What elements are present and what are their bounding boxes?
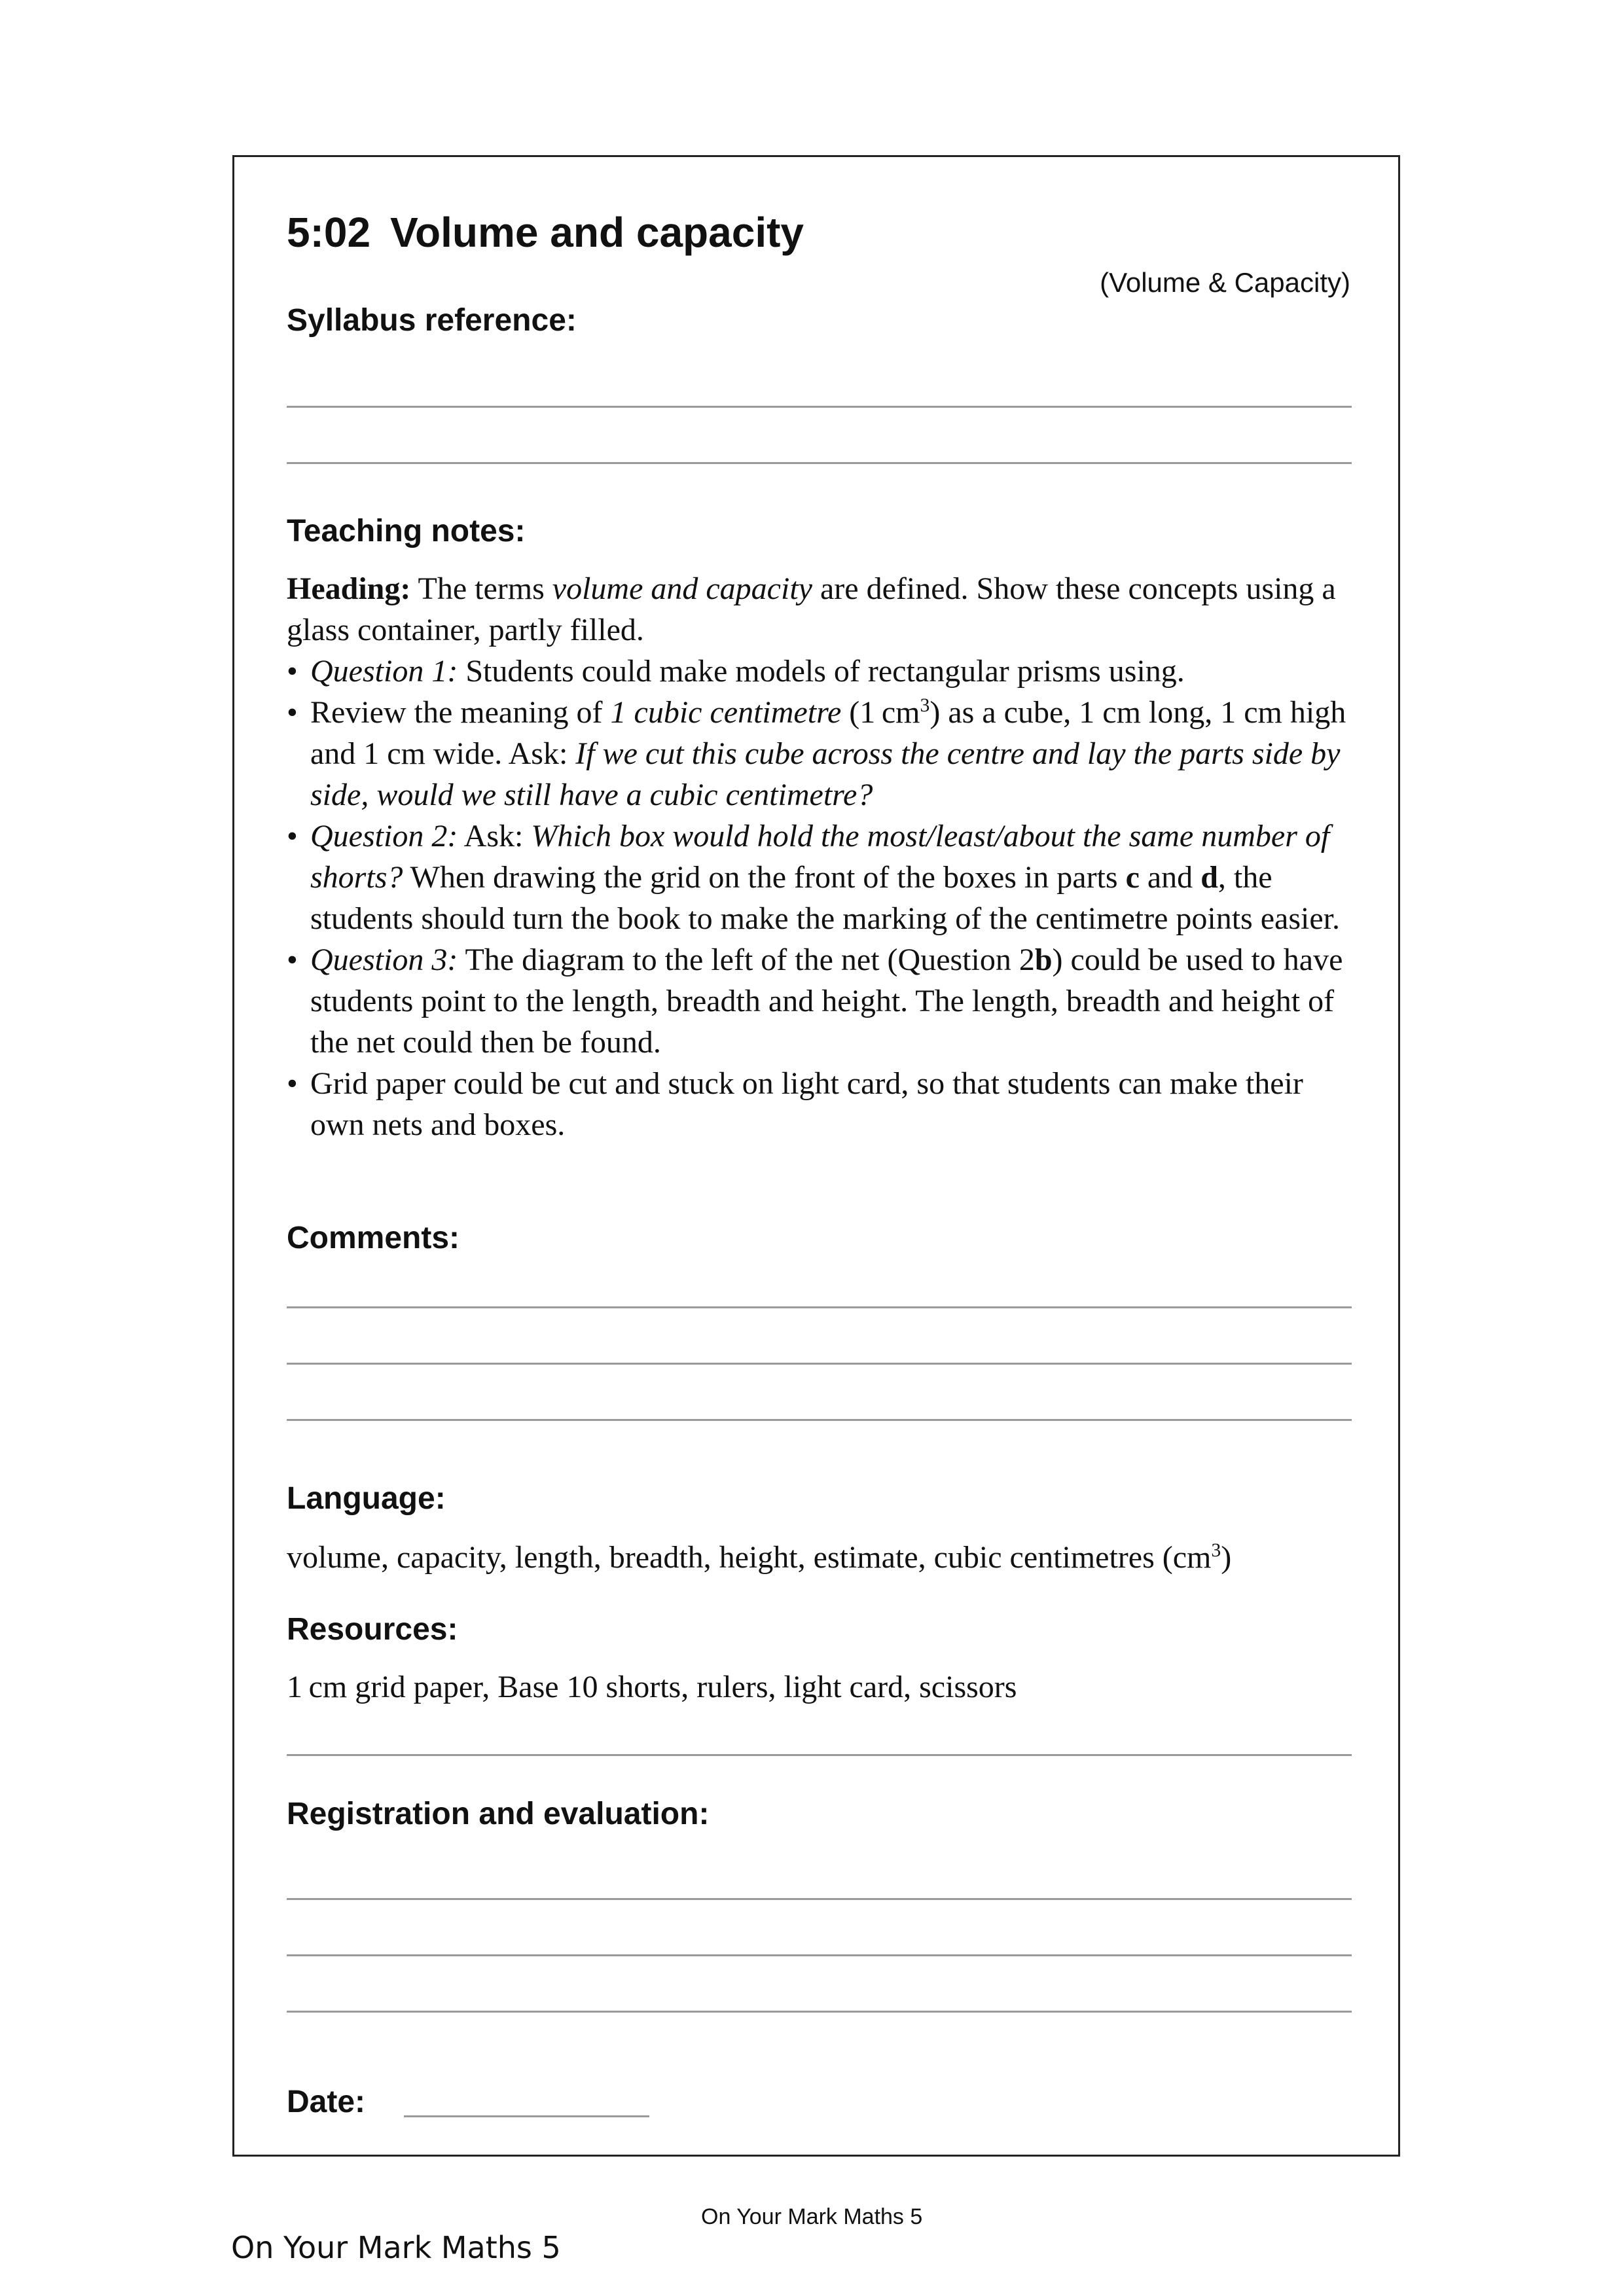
registration-line-2: [287, 1954, 1352, 1956]
comments-line-2: [287, 1363, 1352, 1365]
resources-label: Resources:: [287, 1612, 458, 1647]
language-text: volume, capacity, length, breadth, height, estimate, cubic centimetres $(cm^3)$: [287, 1539, 1232, 1575]
resources-line: [287, 1754, 1352, 1756]
syllabus-label: Syllabus reference:: [287, 303, 577, 338]
teaching-notes: [287, 568, 1352, 1145]
resources-text: 1 cm grid paper, Base 10 shorts, rulers, light card, scissors: [287, 1670, 1017, 1704]
note-cubic-centimetre: • Review the meaning of 1 cubic centimetre (1 $cm^3$) as a cube, 1 cm long, 1 cm high and 1 cm wide. Ask: If we cut this cube across the centre and lay the parts side by side, would we still have a cubic centimetre?: [287, 692, 1352, 816]
date-line: [404, 2115, 649, 2117]
language-label: Language:: [287, 1481, 446, 1516]
registration-line-3: [287, 2011, 1352, 2013]
note-question-1: • Question 1: Students could make models of rectangular prisms using.: [287, 651, 1352, 692]
note-question-2: • Question 2: Ask: Which box would hold the most/least/about the same number of shorts? When drawing the grid on the front of the boxes in parts c and d, the students should turn the book to make the marking of the centimetre points easier.: [287, 816, 1352, 939]
section-title: Volume and capacity: [390, 209, 804, 256]
footer-left: On Your Mark Maths 5: [231, 2230, 561, 2265]
section-number: 5:02: [287, 209, 371, 256]
comments-line-1: [287, 1306, 1352, 1308]
syllabus-line-2: [287, 462, 1352, 464]
registration-label: Registration and evaluation:: [287, 1797, 710, 1831]
syllabus-line-1: [287, 406, 1352, 408]
footer-center: On Your Mark Maths 5: [701, 2204, 923, 2229]
heading-note: Heading: The terms volume and capacity are defined. Show these concepts using a glass container, partly filled.: [287, 571, 1336, 647]
page-frame: [232, 155, 1400, 2157]
note-question-3: • Question 3: The diagram to the left of the net (Question 2b) could be used to have students point to the length, breadth and height. The length, breadth and height of the net could then be found.: [287, 939, 1352, 1063]
topic-label: (Volume & Capacity): [1100, 267, 1350, 298]
date-label: Date:: [287, 2085, 366, 2119]
note-grid-paper: • Grid paper could be cut and stuck on light card, so that students can make their own nets and boxes.: [287, 1063, 1352, 1145]
notes-list: [287, 651, 1352, 1145]
teaching-notes-label: Teaching notes:: [287, 514, 526, 548]
comments-label: Comments:: [287, 1221, 460, 1255]
comments-line-3: [287, 1419, 1352, 1421]
registration-line-1: [287, 1898, 1352, 1900]
page-title: [287, 208, 804, 257]
